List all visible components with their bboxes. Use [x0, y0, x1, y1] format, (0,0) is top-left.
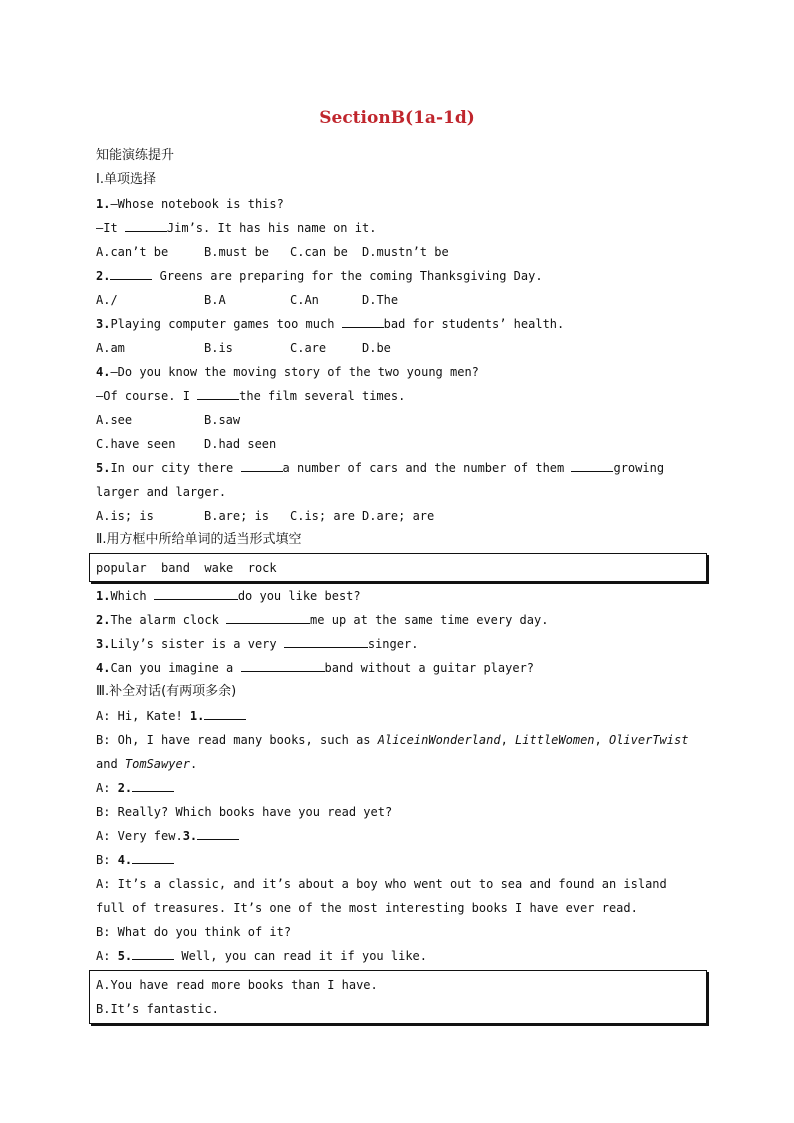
q3-blank[interactable]: [342, 315, 384, 328]
p2-q1-number: 1.: [96, 589, 111, 603]
q2-option-d[interactable]: D.The: [362, 293, 399, 307]
dialog-2-text: B: Oh, I have read many books, such as: [96, 733, 378, 747]
q2-option-c[interactable]: C.An: [290, 293, 319, 307]
p2-q4-number: 4.: [96, 661, 111, 675]
dialog-blank-5[interactable]: [132, 947, 174, 960]
dialog-line-8: A: It’s a classic, and it’s about a boy who went out to sea and found an island: [96, 877, 667, 891]
q1-text: —Whose notebook is this?: [110, 197, 284, 211]
q4-options-cd: [96, 432, 276, 456]
q1-reply-pre: —It: [96, 221, 125, 235]
dialog-line-5: B: Really? Which books have you read yet?: [96, 805, 393, 819]
q5-text-mid: a number of cars and the number of them: [282, 461, 572, 475]
dialog-blank-2[interactable]: [132, 779, 174, 792]
q4-blank[interactable]: [197, 387, 239, 400]
q2-option-a[interactable]: A./: [96, 293, 118, 307]
part1-heading: Ⅰ.单项选择: [96, 172, 156, 187]
p2-q3: [96, 632, 418, 656]
dialog-3-end: .: [189, 757, 198, 771]
q3-option-b[interactable]: B.is: [204, 341, 233, 355]
book-title-1: AliceinWonderland: [377, 733, 501, 747]
q5-number: 5.: [96, 461, 111, 475]
p2-q1-blank[interactable]: [154, 587, 238, 600]
q2-option-b[interactable]: B.A: [204, 293, 226, 307]
p2-q4-post: band without a guitar player?: [324, 661, 535, 675]
book-title-4: TomSawyer: [124, 757, 190, 771]
q4-number: 4.: [96, 365, 111, 379]
q5-text-pre: In our city there: [110, 461, 241, 475]
options-box: [89, 970, 707, 1024]
part3-heading: Ⅲ.补全对话(有两项多余): [96, 684, 237, 699]
q5-option-b[interactable]: B.are; is: [204, 509, 270, 523]
q1-option-d[interactable]: D.mustn’t be: [362, 245, 449, 259]
p2-q2-number: 2.: [96, 613, 111, 627]
q5-blank-2[interactable]: [571, 459, 613, 472]
q5-blank-1[interactable]: [241, 459, 283, 472]
q3-options: [96, 336, 391, 360]
q3-number: 3.: [96, 317, 111, 331]
q4-stem: [96, 360, 479, 384]
dialog-1-number: 1.: [189, 709, 205, 723]
q5-stem-cont: larger and larger.: [96, 485, 227, 499]
dialog-line-11: [96, 944, 427, 968]
q1-option-c[interactable]: C.can be: [290, 245, 348, 259]
q4-reply: [96, 384, 405, 408]
q1-stem: [96, 192, 284, 216]
q1-number: 1.: [96, 197, 111, 211]
dialog-line-6: [96, 824, 239, 848]
p2-q3-number: 3.: [96, 637, 111, 651]
p2-q1-pre: Which: [110, 589, 154, 603]
dialog-line-9: full of treasures. It’s one of the most interesting books I have ever read.: [96, 901, 638, 915]
p2-q1: [96, 584, 361, 608]
page-title: SectionB(1a-1d): [319, 108, 475, 128]
p2-q4: [96, 656, 534, 680]
q4-option-a[interactable]: A.see: [96, 413, 133, 427]
subtitle: 知能演练提升: [96, 148, 175, 163]
q1-reply-post: Jim’s. It has his name on it.: [166, 221, 377, 235]
dialog-line-7: [96, 848, 174, 872]
q4-option-c[interactable]: C.have seen: [96, 437, 176, 451]
dialog-4-number: 4.: [117, 853, 133, 867]
dialog-1-text: A: Hi, Kate!: [96, 709, 190, 723]
book-title-3: OliverTwist: [608, 733, 689, 747]
dialog-4-text: A:: [96, 781, 118, 795]
dialog-line-4: [96, 776, 174, 800]
q2-blank[interactable]: [110, 267, 152, 280]
dialog-7-text: B:: [96, 853, 118, 867]
p2-q3-pre: Lily’s sister is a very: [110, 637, 284, 651]
dialog-line-10: B: What do you think of it?: [96, 925, 292, 939]
q2-text: Greens are preparing for the coming Thanksgiving Day.: [152, 269, 543, 283]
dialog-2-sep-1: ,: [500, 733, 516, 747]
dialog-11-post: Well, you can read it if you like.: [174, 949, 428, 963]
p2-q3-blank[interactable]: [284, 635, 368, 648]
p2-q2-post: me up at the same time every day.: [310, 613, 549, 627]
q4-option-b[interactable]: B.saw: [204, 413, 241, 427]
option-b: B.It’s fantastic.: [96, 1002, 219, 1016]
dialog-11-text: A:: [96, 949, 118, 963]
q1-reply: [96, 216, 376, 240]
p2-q3-post: singer.: [367, 637, 419, 651]
q1-option-b[interactable]: B.must be: [204, 245, 270, 259]
dialog-6-text: A: Very few.: [96, 829, 183, 843]
q4-text: —Do you know the moving story of the two young men?: [110, 365, 479, 379]
q4-reply-pre: —Of course. I: [96, 389, 198, 403]
q3-option-a[interactable]: A.am: [96, 341, 125, 355]
dialog-2-sep-2: ,: [594, 733, 609, 747]
p2-q1-post: do you like best?: [237, 589, 361, 603]
option-a: A.You have read more books than I have.: [96, 978, 378, 992]
q3-stem: [96, 312, 564, 336]
q5-options: [96, 504, 434, 528]
dialog-blank-3[interactable]: [197, 827, 239, 840]
q4-reply-post: the film several times.: [239, 389, 406, 403]
p2-q2-blank[interactable]: [226, 611, 310, 624]
q4-option-d[interactable]: D.had seen: [204, 437, 277, 451]
dialog-3-number: 3.: [182, 829, 198, 843]
dialog-blank-4[interactable]: [132, 851, 174, 864]
q3-option-d[interactable]: D.be: [362, 341, 391, 355]
part2-heading: Ⅱ.用方框中所给单词的适当形式填空: [96, 532, 302, 547]
q3-option-c[interactable]: C.are: [290, 341, 327, 355]
q5-option-d[interactable]: D.are; are: [362, 509, 435, 523]
dialog-5-number: 5.: [117, 949, 133, 963]
q5-text-post: growing: [613, 461, 665, 475]
q5-option-a[interactable]: A.is; is: [96, 509, 154, 523]
q2-options: [96, 288, 398, 312]
q1-options: [96, 240, 449, 264]
dialog-blank-1[interactable]: [204, 707, 246, 720]
q4-options-ab: [96, 408, 240, 432]
q1-option-a[interactable]: A.can’t be: [96, 245, 169, 259]
p2-q4-pre: Can you imagine a: [110, 661, 241, 675]
p2-q2-pre: The alarm clock: [110, 613, 227, 627]
dialog-line-3: [96, 752, 197, 776]
q5-stem: [96, 456, 664, 480]
word-box: [89, 553, 707, 582]
q5-option-c[interactable]: C.is; are: [290, 509, 356, 523]
q2-number: 2.: [96, 269, 111, 283]
p2-q4-blank[interactable]: [241, 659, 325, 672]
book-title-2: LittleWomen: [515, 733, 595, 747]
p2-q2: [96, 608, 548, 632]
word-box-words: popular band wake rock: [96, 561, 277, 575]
q3-text-post: bad for students’ health.: [383, 317, 565, 331]
q2-stem: [96, 264, 543, 288]
dialog-3-text: and: [96, 757, 125, 771]
q3-text-pre: Playing computer games too much: [110, 317, 342, 331]
q1-blank[interactable]: [125, 219, 167, 232]
dialog-line-1: [96, 704, 246, 728]
dialog-line-2: [96, 728, 688, 752]
dialog-2-number: 2.: [117, 781, 133, 795]
